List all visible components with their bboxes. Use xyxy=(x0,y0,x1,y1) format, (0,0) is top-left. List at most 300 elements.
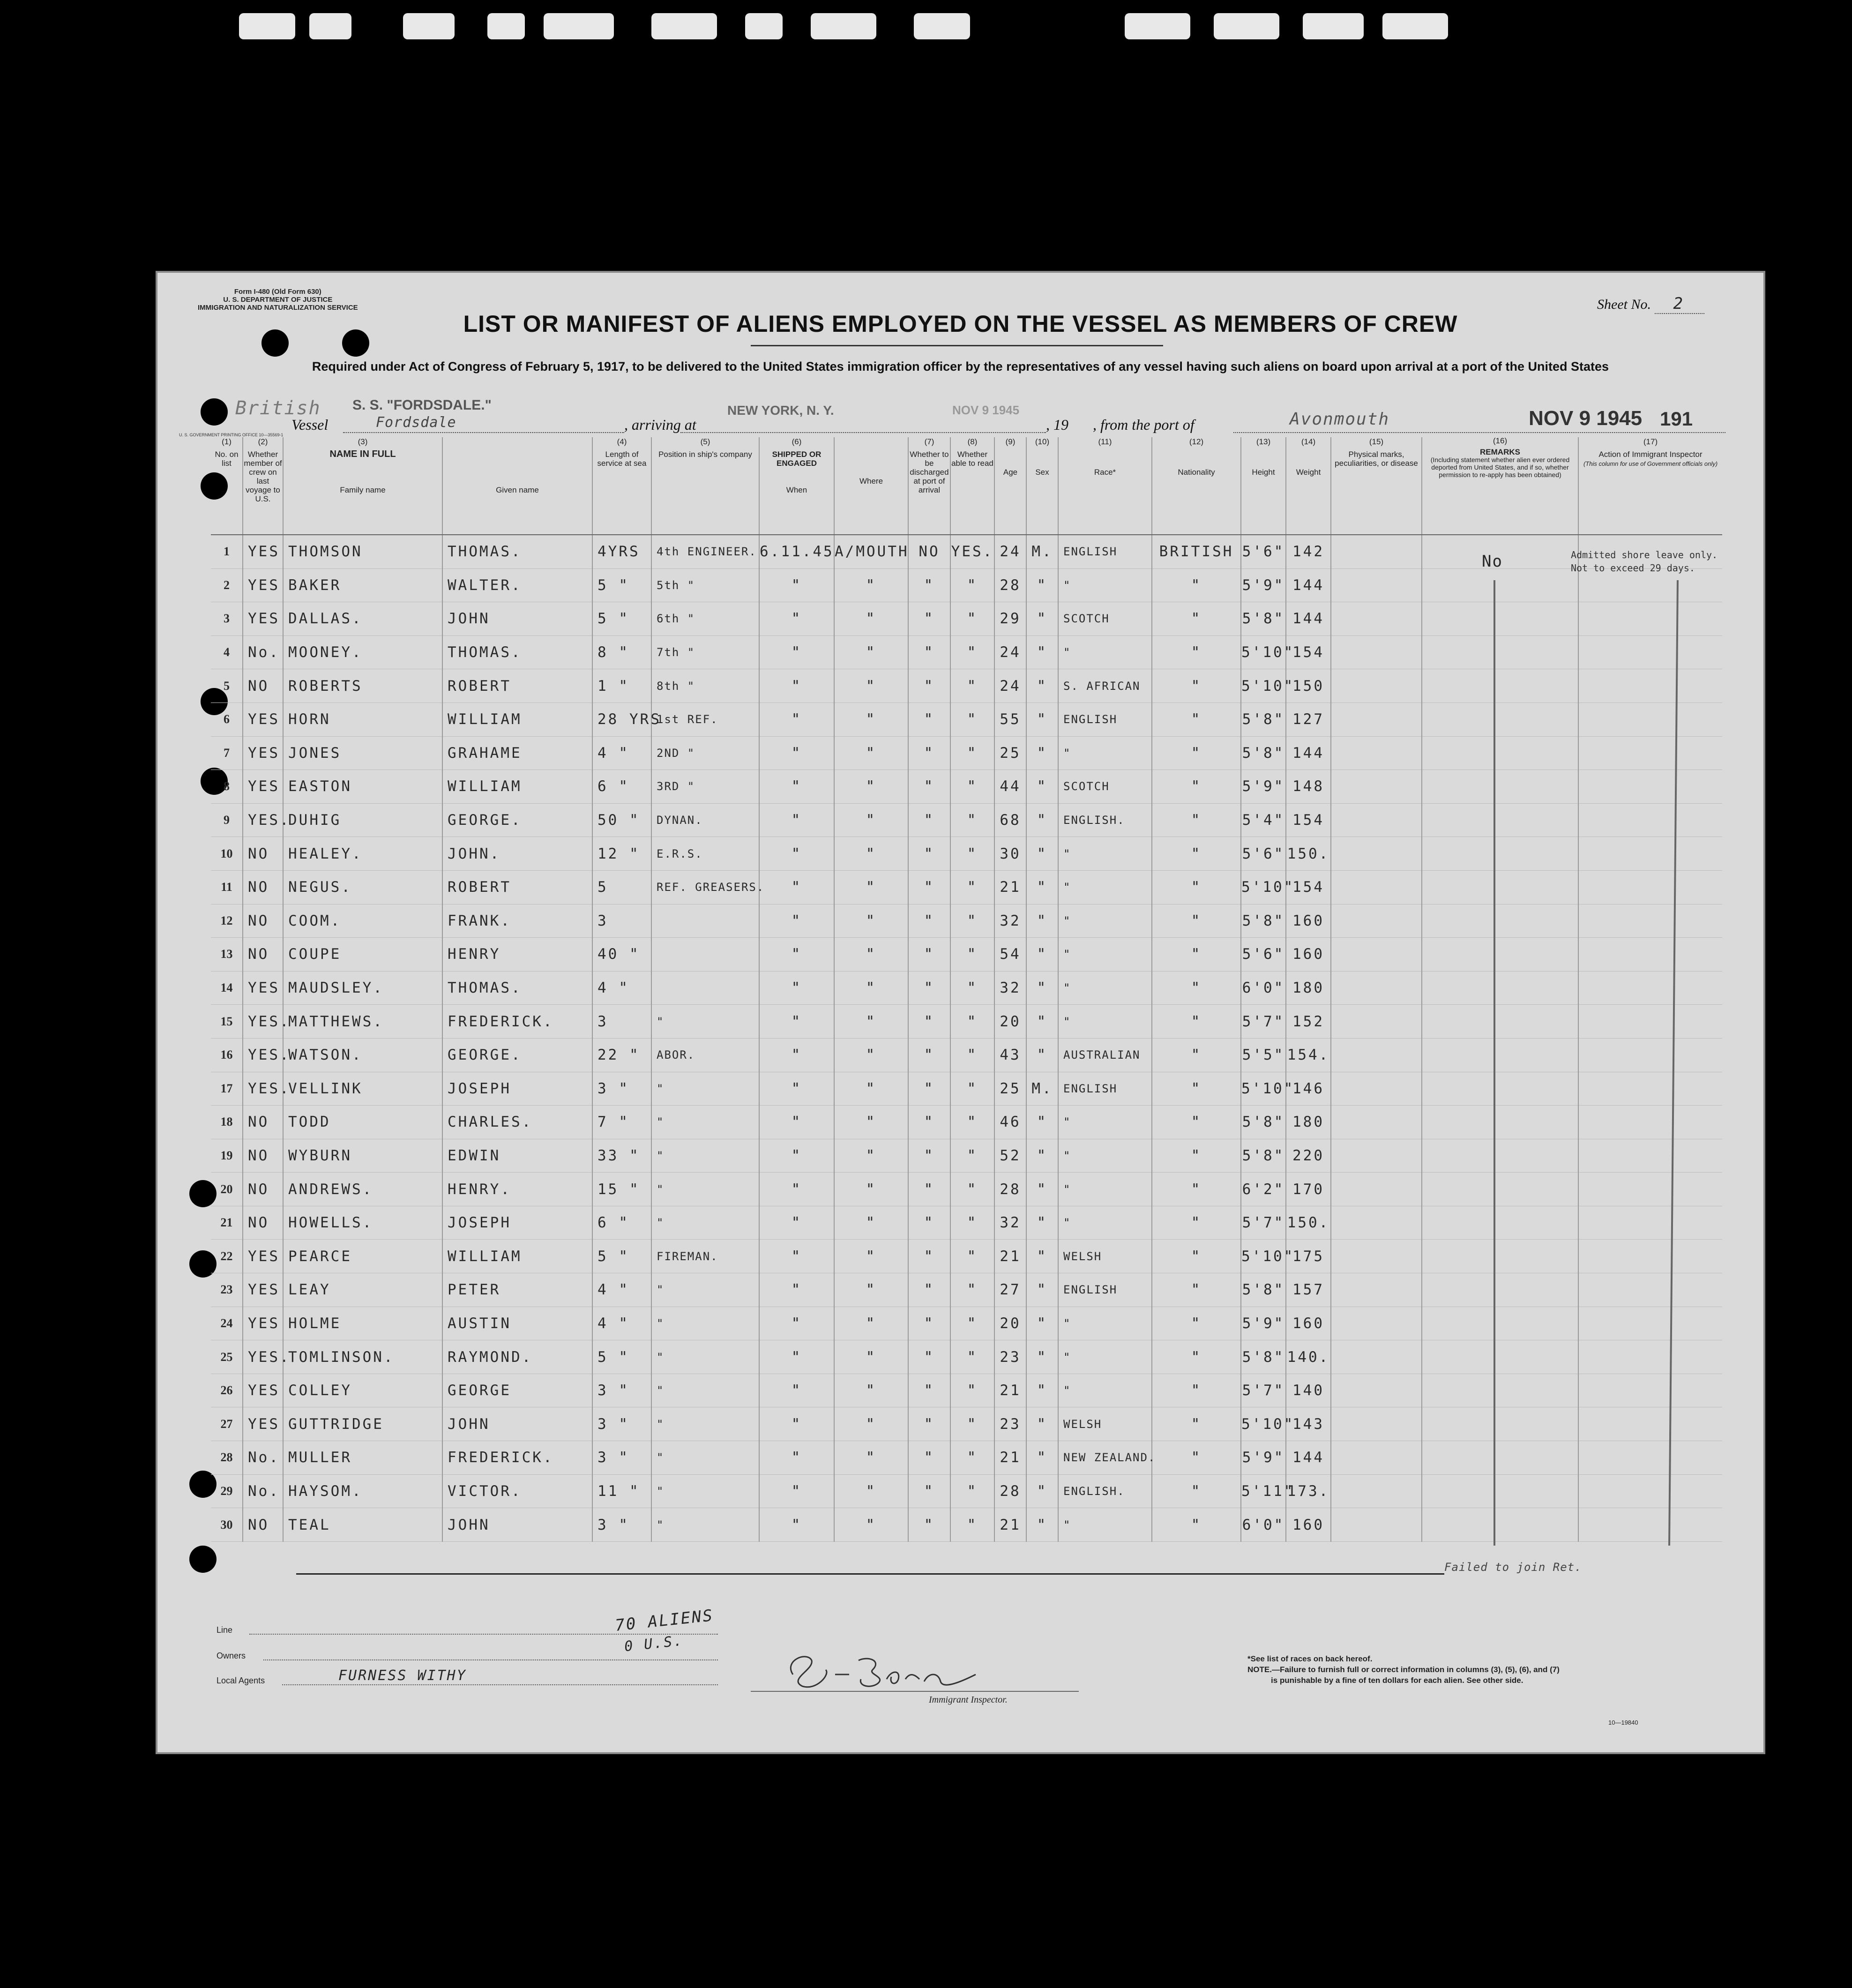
cell-remarks xyxy=(1422,669,1578,703)
cell-sex: " xyxy=(1026,1005,1058,1039)
table-row xyxy=(211,736,1722,770)
cell-age: 55 xyxy=(994,703,1026,736)
cell-where: " xyxy=(834,736,908,770)
vessel-name-stamp: S. S. "FORDSDALE." xyxy=(352,397,492,413)
cell-service: 1 " xyxy=(592,669,651,703)
cell-height: 5'7" xyxy=(1241,1374,1286,1407)
col-header: (13) Height xyxy=(1241,437,1286,535)
cell-position: " xyxy=(651,1474,759,1508)
col-header: Given name xyxy=(442,437,592,535)
cell-age: 21 xyxy=(994,1240,1026,1273)
cell-disch: " xyxy=(908,703,950,736)
col-header: Where xyxy=(834,437,908,535)
cell-last: NO xyxy=(243,1508,283,1542)
footnote: *See list of races on back hereof. NOTE.—Failure to furnish full or correct information in columns (3), (5), (6), and (7) is punishable by a fine of ten dollars for each alien. See other side. xyxy=(1247,1654,1560,1685)
cell-last: NO xyxy=(243,669,283,703)
cell-where: " xyxy=(834,837,908,871)
cell-last: NO xyxy=(243,1173,283,1206)
cell-age: 28 xyxy=(994,1173,1026,1206)
cell-nat: " xyxy=(1152,1038,1241,1072)
cell-phys xyxy=(1331,904,1422,938)
cell-where: " xyxy=(834,669,908,703)
cell-last: NO xyxy=(243,1106,283,1139)
col-header: (6) SHIPPED OR ENGAGED When xyxy=(759,437,834,535)
cell-nat: " xyxy=(1152,770,1241,804)
cell-last: YES xyxy=(243,1273,283,1307)
cell-read: " xyxy=(950,1407,994,1441)
film-strip-top xyxy=(0,0,1852,52)
cell-remarks xyxy=(1422,1072,1578,1106)
cell-no: 10 xyxy=(211,837,243,871)
cell-race: SCOTCH xyxy=(1058,770,1152,804)
printing-office-note: U. S. GOVERNMENT PRINTING OFFICE 10—35569-1 xyxy=(179,433,284,437)
cell-family: TOMLINSON. xyxy=(283,1340,442,1374)
cell-height: 6'0" xyxy=(1241,1508,1286,1542)
cell-weight: 127 xyxy=(1286,703,1331,736)
cell-age: 46 xyxy=(994,1106,1026,1139)
cell-service: 3 " xyxy=(592,1374,651,1407)
cell-nat: " xyxy=(1152,1441,1241,1475)
cell-where: " xyxy=(834,1474,908,1508)
table-row xyxy=(211,803,1722,837)
cell-age: 30 xyxy=(994,837,1026,871)
cell-read: " xyxy=(950,1139,994,1173)
vessel-label: Vessel xyxy=(291,416,329,433)
table-row xyxy=(211,1206,1722,1240)
cell-nat: " xyxy=(1152,1374,1241,1407)
cell-height: 5'8" xyxy=(1241,736,1286,770)
cell-family: MULLER xyxy=(283,1441,442,1475)
cell-family: WATSON. xyxy=(283,1038,442,1072)
cell-disch: " xyxy=(908,1240,950,1273)
cell-family: GUTTRIDGE xyxy=(283,1407,442,1441)
cell-last: YES xyxy=(243,736,283,770)
cell-when: 6.11.45 xyxy=(759,535,834,568)
cell-race: " xyxy=(1058,1106,1152,1139)
cell-phys xyxy=(1331,1240,1422,1273)
cell-read: " xyxy=(950,1038,994,1072)
cell-race: S. AFRICAN xyxy=(1058,669,1152,703)
cell-read: " xyxy=(950,1072,994,1106)
cell-where: " xyxy=(834,1508,908,1542)
cell-weight: 144 xyxy=(1286,568,1331,602)
cell-height: 6'0" xyxy=(1241,971,1286,1005)
cell-race: ENGLISH xyxy=(1058,1072,1152,1106)
local-agents-label: Local Agents xyxy=(217,1676,265,1685)
col-header: (9) Age xyxy=(994,437,1026,535)
table-row xyxy=(211,1072,1722,1106)
cell-given: THOMAS. xyxy=(442,971,592,1005)
cell-where: " xyxy=(834,904,908,938)
cell-where: " xyxy=(834,1340,908,1374)
cell-weight: 180 xyxy=(1286,971,1331,1005)
cell-height: 5'5" xyxy=(1241,1038,1286,1072)
cell-weight: 170 xyxy=(1286,1173,1331,1206)
cell-last: NO xyxy=(243,938,283,972)
cell-no: 19 xyxy=(211,1139,243,1173)
cell-when: " xyxy=(759,568,834,602)
cell-race: " xyxy=(1058,1173,1152,1206)
cell-when: " xyxy=(759,1407,834,1441)
cell-action xyxy=(1578,971,1722,1005)
cell-height: 5'6" xyxy=(1241,535,1286,568)
cell-sex: " xyxy=(1026,1508,1058,1542)
cell-sex: " xyxy=(1026,1173,1058,1206)
cell-age: 29 xyxy=(994,602,1026,636)
cell-nat: " xyxy=(1152,1474,1241,1508)
flag-handwritten: British xyxy=(235,397,321,419)
cell-service: 33 " xyxy=(592,1139,651,1173)
cell-nat: " xyxy=(1152,1139,1241,1173)
cell-age: 54 xyxy=(994,938,1026,972)
table-row xyxy=(211,971,1722,1005)
cell-read: " xyxy=(950,669,994,703)
cell-age: 21 xyxy=(994,870,1026,904)
cell-position: 7th " xyxy=(651,635,759,669)
cell-height: 5'7" xyxy=(1241,1005,1286,1039)
cell-action xyxy=(1578,1508,1722,1542)
cell-weight: 154. xyxy=(1286,1038,1331,1072)
cell-service: 40 " xyxy=(592,938,651,972)
stamp-number: 191 xyxy=(1660,408,1693,430)
cell-service: 15 " xyxy=(592,1173,651,1206)
cell-height: 5'10" xyxy=(1241,1240,1286,1273)
cell-disch: " xyxy=(908,1273,950,1307)
cell-disch: " xyxy=(908,870,950,904)
cell-weight: 150 xyxy=(1286,669,1331,703)
cell-phys xyxy=(1331,870,1422,904)
cell-when: " xyxy=(759,1206,834,1240)
cell-disch: " xyxy=(908,635,950,669)
cell-race: ENGLISH xyxy=(1058,1273,1152,1307)
table-row xyxy=(211,602,1722,636)
cell-service: 22 " xyxy=(592,1038,651,1072)
cell-where: " xyxy=(834,1005,908,1039)
cell-position: " xyxy=(651,1441,759,1475)
cell-when: " xyxy=(759,1173,834,1206)
inspector-action-note: Admitted shore leave only. Not to exceed 29 days. xyxy=(1571,549,1718,574)
cell-weight: 154 xyxy=(1286,803,1331,837)
cell-disch: " xyxy=(908,1508,950,1542)
cell-height: 5'9" xyxy=(1241,1441,1286,1475)
cell-nat: " xyxy=(1152,1340,1241,1374)
cell-height: 5'7" xyxy=(1241,1206,1286,1240)
owners-label: Owners xyxy=(217,1651,246,1660)
cell-nat: " xyxy=(1152,837,1241,871)
cell-nat: " xyxy=(1152,669,1241,703)
cell-remarks xyxy=(1422,1340,1578,1374)
cell-no: 1 xyxy=(211,535,243,568)
cell-when: " xyxy=(759,1474,834,1508)
cell-position: 3RD " xyxy=(651,770,759,804)
cell-disch: " xyxy=(908,1139,950,1173)
cell-last: YES xyxy=(243,568,283,602)
cell-weight: 160 xyxy=(1286,904,1331,938)
cell-service: 6 " xyxy=(592,1206,651,1240)
cell-where: " xyxy=(834,1038,908,1072)
cell-read: " xyxy=(950,1508,994,1542)
cell-phys xyxy=(1331,1005,1422,1039)
form-identifier: Form I-480 (Old Form 630) U. S. DEPARTMENT OF JUSTICE IMMIGRATION AND NATURALIZATION SERVICE xyxy=(198,288,358,312)
cell-given: WILLIAM xyxy=(442,770,592,804)
cell-family: THOMSON xyxy=(283,535,442,568)
cell-when: " xyxy=(759,904,834,938)
cell-action xyxy=(1578,1106,1722,1139)
cell-given: GRAHAME xyxy=(442,736,592,770)
cell-sex: " xyxy=(1026,904,1058,938)
cell-remarks xyxy=(1422,837,1578,871)
cell-when: " xyxy=(759,736,834,770)
cell-family: PEARCE xyxy=(283,1240,442,1273)
cell-weight: 160 xyxy=(1286,938,1331,972)
cell-age: 24 xyxy=(994,635,1026,669)
cell-age: 28 xyxy=(994,1474,1026,1508)
cell-disch: " xyxy=(908,1072,950,1106)
cell-family: TODD xyxy=(283,1106,442,1139)
cell-nat: " xyxy=(1152,635,1241,669)
cell-phys xyxy=(1331,803,1422,837)
cell-weight: 173. xyxy=(1286,1474,1331,1508)
cell-family: NEGUS. xyxy=(283,870,442,904)
cell-age: 23 xyxy=(994,1340,1026,1374)
cell-weight: 160 xyxy=(1286,1508,1331,1542)
cell-remarks xyxy=(1422,803,1578,837)
cell-remarks xyxy=(1422,1441,1578,1475)
cell-when: " xyxy=(759,1374,834,1407)
cell-given: JOHN. xyxy=(442,837,592,871)
cell-service: 3 " xyxy=(592,1441,651,1475)
cell-nat: " xyxy=(1152,803,1241,837)
cell-height: 5'9" xyxy=(1241,1307,1286,1340)
cell-family: WYBURN xyxy=(283,1139,442,1173)
alien-count-handwritten: 70 ALIENS xyxy=(614,1606,715,1635)
cell-given: JOSEPH xyxy=(442,1206,592,1240)
cell-when: " xyxy=(759,1441,834,1475)
cell-remarks xyxy=(1422,1240,1578,1273)
cell-no: 9 xyxy=(211,803,243,837)
cell-nat: " xyxy=(1152,938,1241,972)
cell-given: JOHN xyxy=(442,602,592,636)
row30-strike-line xyxy=(296,1573,1444,1575)
cell-no: 2 xyxy=(211,568,243,602)
cell-phys xyxy=(1331,1106,1422,1139)
cell-sex: " xyxy=(1026,568,1058,602)
cell-last: YES. xyxy=(243,803,283,837)
cell-phys xyxy=(1331,1173,1422,1206)
cell-disch: " xyxy=(908,568,950,602)
cell-remarks xyxy=(1422,1005,1578,1039)
cell-height: 5'8" xyxy=(1241,1273,1286,1307)
cell-height: 5'8" xyxy=(1241,1340,1286,1374)
cell-read: " xyxy=(950,803,994,837)
cell-race: " xyxy=(1058,1374,1152,1407)
cell-position: " xyxy=(651,1106,759,1139)
cell-race: " xyxy=(1058,971,1152,1005)
cell-sex: " xyxy=(1026,770,1058,804)
vessel-line xyxy=(156,397,1765,435)
cell-service: 4 " xyxy=(592,971,651,1005)
cell-phys xyxy=(1331,568,1422,602)
cell-last: YES xyxy=(243,770,283,804)
cell-position: REF. GREASERS. xyxy=(651,870,759,904)
cell-position: " xyxy=(651,1173,759,1206)
col-header: (8) Whether able to read xyxy=(950,437,994,535)
cell-read: " xyxy=(950,1106,994,1139)
cell-where: " xyxy=(834,703,908,736)
cell-action xyxy=(1578,736,1722,770)
cell-family: ROBERTS xyxy=(283,669,442,703)
cell-position: E.R.S. xyxy=(651,837,759,871)
cell-read: " xyxy=(950,938,994,972)
table-row xyxy=(211,1441,1722,1475)
cell-phys xyxy=(1331,1441,1422,1475)
title-underline xyxy=(751,345,1163,346)
cell-service: 3 " xyxy=(592,1407,651,1441)
cell-remarks xyxy=(1422,1038,1578,1072)
cell-remarks xyxy=(1422,1508,1578,1542)
cell-read: " xyxy=(950,870,994,904)
cell-position: " xyxy=(651,1307,759,1340)
cell-when: " xyxy=(759,870,834,904)
table-row xyxy=(211,703,1722,736)
cell-phys xyxy=(1331,635,1422,669)
cell-sex: " xyxy=(1026,1340,1058,1374)
cell-disch: " xyxy=(908,1038,950,1072)
cell-when: " xyxy=(759,837,834,871)
cell-where: " xyxy=(834,635,908,669)
remarks-ditto-line xyxy=(1494,580,1495,1546)
cell-height: 5'6" xyxy=(1241,938,1286,972)
cell-remarks xyxy=(1422,1139,1578,1173)
cell-height: 5'11" xyxy=(1241,1474,1286,1508)
cell-when: " xyxy=(759,1038,834,1072)
cell-sex: " xyxy=(1026,602,1058,636)
cell-no: 22 xyxy=(211,1240,243,1273)
cell-service: 4YRS xyxy=(592,535,651,568)
cell-last: YES xyxy=(243,1307,283,1340)
cell-sex: " xyxy=(1026,803,1058,837)
cell-read: " xyxy=(950,736,994,770)
cell-weight: 148 xyxy=(1286,770,1331,804)
cell-when: " xyxy=(759,770,834,804)
cell-phys xyxy=(1331,1407,1422,1441)
cell-weight: 157 xyxy=(1286,1273,1331,1307)
cell-disch: " xyxy=(908,971,950,1005)
cell-where: " xyxy=(834,1307,908,1340)
cell-no: 6 xyxy=(211,703,243,736)
cell-weight: 143 xyxy=(1286,1407,1331,1441)
signature-text: E. J. Born xyxy=(887,1665,909,1671)
cell-no: 20 xyxy=(211,1173,243,1206)
cell-service: 5 " xyxy=(592,1340,651,1374)
cell-last: NO xyxy=(243,870,283,904)
col-header: (14) Weight xyxy=(1286,437,1331,535)
cell-given: VICTOR. xyxy=(442,1474,592,1508)
cell-read: " xyxy=(950,1307,994,1340)
cell-service: 3 xyxy=(592,904,651,938)
cell-race: ENGLISH xyxy=(1058,535,1152,568)
cell-phys xyxy=(1331,1508,1422,1542)
cell-service: 3 xyxy=(592,1005,651,1039)
cell-when: " xyxy=(759,1307,834,1340)
cell-race: WELSH xyxy=(1058,1240,1152,1273)
cell-given: WILLIAM xyxy=(442,1240,592,1273)
cell-sex: " xyxy=(1026,1273,1058,1307)
col-header: (17) Action of Immigrant Inspector (This column for use of Government officials only) xyxy=(1578,437,1722,535)
cell-phys xyxy=(1331,1072,1422,1106)
cell-nat: " xyxy=(1152,568,1241,602)
inspector-signature xyxy=(779,1642,994,1698)
cell-height: 5'10" xyxy=(1241,1072,1286,1106)
cell-phys xyxy=(1331,1139,1422,1173)
punch-hole xyxy=(189,1546,217,1573)
cell-sex: " xyxy=(1026,669,1058,703)
cell-family: LEAY xyxy=(283,1273,442,1307)
cell-race: " xyxy=(1058,1340,1152,1374)
cell-action xyxy=(1578,1173,1722,1206)
cell-last: YES xyxy=(243,1374,283,1407)
cell-race: " xyxy=(1058,1005,1152,1039)
cell-given: GEORGE xyxy=(442,1374,592,1407)
cell-family: EASTON xyxy=(283,770,442,804)
cell-height: 5'10" xyxy=(1241,635,1286,669)
cell-action xyxy=(1578,1474,1722,1508)
cell-given: WALTER. xyxy=(442,568,592,602)
cell-service: 12 " xyxy=(592,837,651,871)
cell-disch: " xyxy=(908,602,950,636)
cell-remarks xyxy=(1422,602,1578,636)
cell-no: 28 xyxy=(211,1441,243,1475)
cell-position xyxy=(651,971,759,1005)
cell-sex: " xyxy=(1026,1206,1058,1240)
cell-position: 2ND " xyxy=(651,736,759,770)
cell-read: " xyxy=(950,770,994,804)
cell-service: 50 " xyxy=(592,803,651,837)
cell-where: " xyxy=(834,1072,908,1106)
cell-remarks xyxy=(1422,971,1578,1005)
cell-family: BAKER xyxy=(283,568,442,602)
cell-given: HENRY. xyxy=(442,1173,592,1206)
cell-disch: " xyxy=(908,803,950,837)
cell-age: 25 xyxy=(994,736,1026,770)
cell-remarks xyxy=(1422,1307,1578,1340)
cell-last: NO xyxy=(243,1206,283,1240)
cell-family: MAUDSLEY. xyxy=(283,971,442,1005)
cell-read: " xyxy=(950,1173,994,1206)
table-row xyxy=(211,770,1722,804)
cell-position: " xyxy=(651,1340,759,1374)
cell-position: 1st REF. xyxy=(651,703,759,736)
cell-race: " xyxy=(1058,837,1152,871)
cell-read: " xyxy=(950,703,994,736)
cell-read: " xyxy=(950,1340,994,1374)
cell-last: NO xyxy=(243,837,283,871)
cell-service: 3 " xyxy=(592,1072,651,1106)
cell-race: ENGLISH. xyxy=(1058,1474,1152,1508)
cell-remarks xyxy=(1422,703,1578,736)
cell-where: " xyxy=(834,568,908,602)
cell-no: 16 xyxy=(211,1038,243,1072)
cell-remarks xyxy=(1422,568,1578,602)
cell-race: AUSTRALIAN xyxy=(1058,1038,1152,1072)
cell-last: YES. xyxy=(243,1340,283,1374)
from-port-label: , from the port of xyxy=(1093,416,1195,433)
cell-last: YES. xyxy=(243,1072,283,1106)
cell-when: " xyxy=(759,1240,834,1273)
cell-age: 21 xyxy=(994,1508,1026,1542)
cell-position: " xyxy=(651,1407,759,1441)
cell-nat: " xyxy=(1152,1307,1241,1340)
